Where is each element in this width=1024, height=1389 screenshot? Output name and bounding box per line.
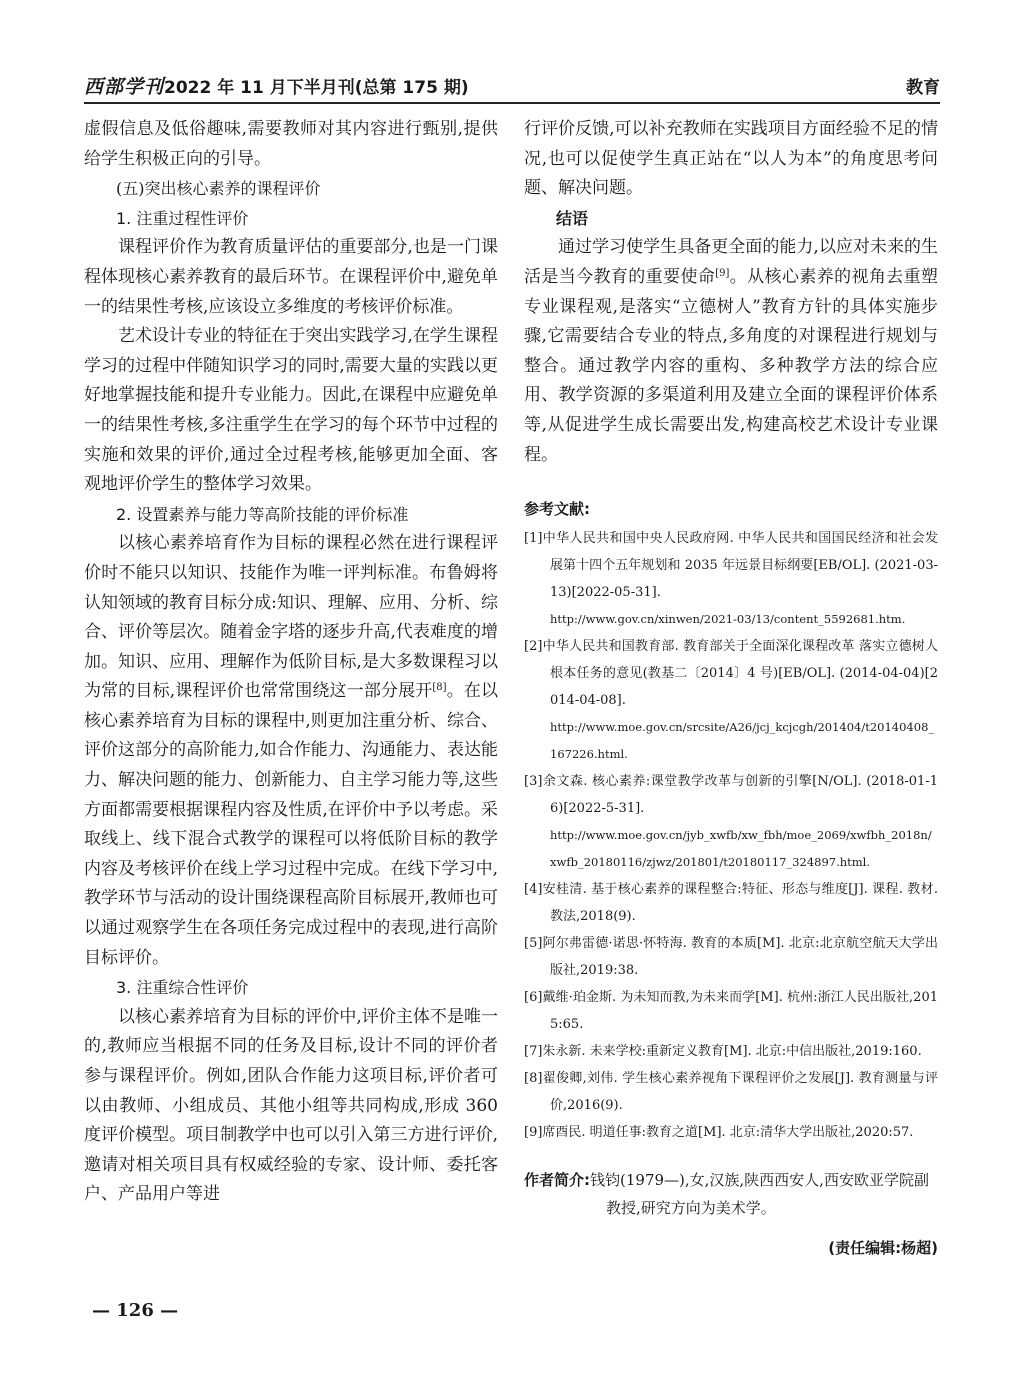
- reference-list: [524, 525, 938, 1146]
- journal-name: 西部学刊: [84, 76, 165, 98]
- reference-url[interactable]: http://www.gov.cn/xinwen/2021-03/13/content_5592681.htm.: [550, 612, 906, 627]
- reference-url[interactable]: http://www.moe.gov.cn/srcsite/A26/jcj_kcjcgh/201404/t20140408_167226.html.: [550, 720, 935, 762]
- conclusion-heading: 结语: [556, 208, 589, 228]
- reference-item: [5]阿尔弗雷德·诺思·怀特海. 教育的本质[M]. 北京:北京航空航天大学出版社,2019:38.: [524, 936, 938, 979]
- citation-mark: [8]: [432, 682, 447, 694]
- references-title: 参考文献:: [524, 500, 590, 519]
- section-heading: (五)突出核心素养的课程评价: [116, 179, 321, 199]
- paragraph: 虚假信息及低俗趣味,需要教师对其内容进行甄别,提供给学生积极正向的引导。: [84, 119, 498, 169]
- paragraph: [524, 233, 938, 470]
- editor-note: (责任编辑:杨超): [828, 1239, 938, 1258]
- subsection-heading: 3. 注重综合性评价: [116, 978, 249, 998]
- issue-info: 2022 年 11 月下半月刊(总第 175 期): [164, 78, 469, 98]
- citation-mark: [9]: [715, 267, 730, 279]
- paragraph: 以核心素养培育为目标的评价中,评价主体不是唯一的,教师应当根据不同的任务及目标,设计不同的评价者参与课程评价。例如,团队合作能力这项目标,评价者可以由教师、小组成员、其他小组等共同构成,形成 360 度评价模型。项目制教学中也可以引入第三方进行评价,邀请对相关项目具有权威经验的专家、设计师、委托客户、产品用户等进: [84, 1006, 498, 1205]
- paragraph-text: 以核心素养培育作为目标的课程必然在进行课程评价时不能只以知识、技能作为唯一评判标准。布鲁姆将认知领域的教育目标分成:知识、理解、应用、分析、综合、评价等层次。随着金字塔的逐步升高,代表难度的增加。知识、应用、理解作为低阶目标,是大多数课程习以为常的目标,课程评价也常常围绕这一部分展开: [84, 533, 498, 702]
- reference-text: [3]余文森. 核心素养:课堂教学改革与创新的引擎[N/OL]. (2018-01-16)[2022-5-31].: [524, 774, 938, 817]
- paragraph: 艺术设计专业的特征在于突出实践学习,在学生课程学习的过程中伴随知识学习的同时,需要大量的实践以更好地掌握技能和提升专业能力。因此,在课程中应避免单一的结果性考核,多注重学生在学习的每个环节中过程的实施和效果的评价,通过全过程考核,能够更加全面、客观地评价学生的整体学习效果。: [84, 326, 498, 495]
- reference-item: [7]朱永新. 未来学校:重新定义教育[M]. 北京:中信出版社,2019:160.: [524, 1044, 922, 1060]
- right-column: [524, 115, 938, 1258]
- paragraph: 课程评价作为教育质量评估的重要部分,也是一门课程体现核心素养教育的最后环节。在课程评价中,避免单一的结果性考核,应该设立多维度的考核评价标准。: [84, 237, 498, 317]
- reference-item: [8]翟俊卿,刘伟. 学生核心素养视角下课程评价之发展[J]. 教育测量与评价,2016(9).: [524, 1071, 938, 1114]
- reference-item: [4]安桂清. 基于核心素养的课程整合:特征、形态与维度[J]. 课程. 教材. 教法,2018(9).: [524, 882, 938, 925]
- page-header: [84, 70, 940, 104]
- author-text: 钱钧(1979—),女,汉族,陕西西安人,西安欧亚学院副教授,研究方向为美术学。: [590, 1171, 929, 1218]
- reference-item: [524, 633, 938, 768]
- paragraph-text: 。从核心素养的视角去重塑专业课程观,是落实“立德树人”教育方针的具体实施步骤,它需要结合专业的特点,多角度的对课程进行规划与整合。通过教学内容的重构、多种教学方法的综合应用、教学资源的多渠道利用及建立全面的课程评价体系等,从促进学生成长需要出发,构建高校艺术设计专业课程。: [524, 266, 939, 465]
- subsection-heading: 1. 注重过程性评价: [116, 208, 249, 228]
- left-column: [84, 115, 498, 1210]
- reference-text: [1]中华人民共和国中央人民政府网. 中华人民共和国国民经济和社会发展第十四个五年规划和 2035 年远景目标纲要[EB/OL]. (2021-03-13)[2022-05-31].: [524, 531, 938, 601]
- paragraph: 行评价反馈,可以补充教师在实践项目方面经验不足的情况,也可以促使学生真正站在“以人为本”的角度思考问题、解决问题。: [524, 119, 938, 199]
- reference-item: [9]席酉民. 明道任事:教育之道[M]. 北京:清华大学出版社,2020:57.: [524, 1125, 914, 1141]
- reference-text: [2]中华人民共和国教育部. 教育部关于全面深化课程改革 落实立德树人根本任务的意见(教基二〔2014〕4 号)[EB/OL]. (2014-04-04)[2014-04-08].: [524, 639, 938, 709]
- reference-url[interactable]: http://www.moe.gov.cn/jyb_xwfb/xw_fbh/moe_2069/xwfbh_2018n/xwfb_20180116/zjwz/201801/t20180117_324897.html.: [550, 828, 932, 870]
- paragraph: [84, 529, 498, 973]
- author-label: 作者简介:: [524, 1171, 590, 1190]
- subsection-heading: 2. 设置素养与能力等高阶技能的评价标准: [116, 504, 409, 524]
- page-number: — 126 —: [92, 1300, 179, 1321]
- reference-item: [6]戴维·珀金斯. 为未知而教,为未来而学[M]. 杭州:浙江人民出版社,2015:65.: [524, 990, 938, 1033]
- author-bio: [524, 1166, 938, 1222]
- section-name: 教育: [906, 78, 940, 98]
- reference-item: [524, 525, 938, 633]
- paragraph-text: 通过学习使学生具备更全面的能力,以应对未来的生活是当今教育的重要使命: [524, 237, 938, 287]
- paragraph-text: 。在以核心素养培育为目标的课程中,则更加注重分析、综合、评价这部分的高阶能力,如合作能力、沟通能力、表达能力、解决问题的能力、创新能力、自主学习能力等,这些方面都需要根据课程内容及性质,在评价中予以考虑。采取线上、线下混合式教学的课程可以将低阶目标的教学内容及考核评价在线上学习过程中完成。在线下学习中,教学环节与活动的设计围绕课程高阶目标展开,教师也可以通过观察学生在各项任务完成过程中的表现,进行高阶目标评价。: [84, 681, 499, 968]
- reference-item: [524, 768, 938, 876]
